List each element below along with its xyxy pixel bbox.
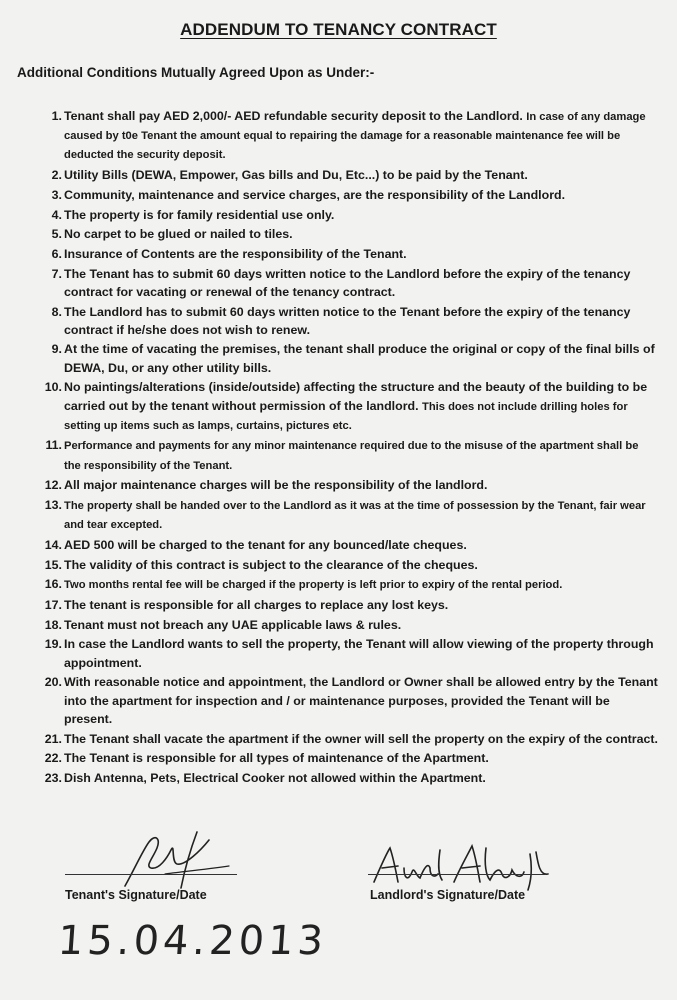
condition-item [51, 186, 658, 204]
condition-number: 10. [44, 380, 62, 395]
intro-text: Additional Conditions Mutually Agreed Upon as Under:- [17, 65, 375, 80]
condition-text: AED 500 will be charged to the tenant for any bounced/late cheques. [64, 537, 467, 552]
condition-item [44, 596, 658, 614]
condition-number: 20. [44, 675, 62, 690]
condition-number: 3. [51, 187, 62, 202]
condition-number: 21. [44, 731, 62, 746]
landlord-signature-label: Landlord's Signature/Date [370, 888, 526, 902]
condition-text: The Tenant shall vacate the apartment if the owner will sell the property on the expiry of the contract. [64, 731, 658, 746]
condition-item [51, 225, 658, 243]
condition-text: Utility Bills (DEWA, Empower, Gas bills and Du, Etc...) to be paid by the Tenant. [64, 168, 528, 183]
condition-number: 6. [51, 246, 62, 261]
document-title [0, 20, 677, 40]
condition-item [44, 556, 658, 574]
condition-number: 17. [44, 598, 62, 613]
condition-text: Performance and payments for any minor maintenance required due to the misuse of the apartment shall be the responsibility of the Tenant. [64, 440, 639, 472]
condition-number: 12. [44, 478, 62, 493]
condition-item [51, 245, 658, 263]
condition-number: 1. [51, 109, 62, 123]
condition-item [44, 496, 658, 534]
condition-item [44, 476, 658, 494]
condition-number: 9. [51, 342, 62, 357]
condition-text: No carpet to be glued or nailed to tiles. [64, 227, 293, 242]
condition-number: 19. [44, 637, 62, 652]
condition-text: Two months rental fee will be charged if the property is left prior to expiry of the rental period. [64, 579, 563, 592]
condition-number: 13. [44, 498, 62, 513]
condition-item [44, 378, 658, 435]
condition-text: The Landlord has to submit 60 days written notice to the Tenant before the expiry of the tenancy contract if he/she does not wish to renew. [64, 304, 631, 337]
condition-number: 22. [44, 751, 62, 766]
condition-item [45, 436, 658, 474]
tenant-signature-line [65, 874, 237, 875]
landlord-signature-line [368, 874, 546, 875]
condition-number: 16. [44, 577, 62, 592]
condition-text: Tenant must not breach any UAE applicable laws & rules. [64, 617, 402, 632]
condition-item [44, 536, 658, 554]
condition-item [51, 107, 658, 165]
condition-text: Tenant shall pay AED 2,000/- AED refundable security deposit to the Landlord. [64, 109, 527, 123]
condition-text: In case of any damage caused by t0e Tenant the amount equal to repairing the damage for a reasonable maintenance fee will be deducted the security deposit. [64, 111, 646, 162]
condition-text: Dish Antenna, Pets, Electrical Cooker not allowed within the Apartment. [64, 770, 486, 785]
condition-text: At the time of vacating the premises, the tenant shall produce the original or copy of the final bills of DEWA, Du, or any other utility bills. [64, 342, 655, 375]
condition-text: The validity of this contract is subject to the clearance of the cheques. [64, 557, 478, 572]
condition-number: 18. [44, 617, 62, 632]
condition-text: With reasonable notice and appointment, the Landlord or Owner shall be allowed entry by the Tenant into the apartment for inspection and / or maintenance purposes, provided the Tenant will be present. [64, 675, 658, 726]
condition-item [44, 575, 658, 594]
condition-number: 14. [44, 537, 62, 552]
condition-item [51, 340, 658, 376]
condition-text: In case the Landlord wants to sell the property, the Tenant will allow viewing of the property through appointment. [64, 637, 654, 670]
condition-text: Insurance of Contents are the responsibility of the Tenant. [64, 246, 407, 261]
condition-number: 5. [51, 227, 62, 242]
document-title-text: ADDENDUM TO TENANCY CONTRACT [180, 20, 497, 39]
condition-text: No paintings/alterations (inside/outside) affecting the structure and the beauty of the building to be carried out by the tenant without permission of the landlord. [64, 380, 648, 413]
conditions-list [44, 107, 658, 789]
condition-item [44, 749, 658, 767]
condition-text: The Tenant is responsible for all types of maintenance of the Apartment. [64, 751, 489, 766]
condition-number: 11. [45, 438, 62, 453]
condition-number: 8. [51, 304, 62, 319]
condition-number: 15. [44, 557, 62, 572]
condition-text: This does not include drilling holes for setting up items such as lamps, curtains, pictures etc. [64, 400, 628, 432]
condition-item [44, 635, 658, 671]
condition-text: Community, maintenance and service charges, are the responsibility of the Landlord. [64, 187, 566, 202]
condition-text: The Tenant has to submit 60 days written notice to the Landlord before the expiry of the tenancy contract for vacating or renewal of the tenancy contract. [64, 266, 631, 299]
condition-item [44, 730, 658, 748]
condition-text: The property is for family residential use only. [64, 207, 335, 222]
condition-item [51, 265, 658, 301]
condition-item [44, 673, 658, 728]
condition-item [44, 769, 658, 787]
condition-item [51, 166, 658, 184]
condition-text: The property shall be handed over to the Landlord as it was at the time of possession by the Tenant, fair wear and tear excepted. [64, 500, 646, 532]
handwritten-date: 15.04.2013 [56, 918, 329, 964]
condition-number: 2. [51, 168, 62, 183]
condition-number: 4. [51, 207, 62, 222]
condition-item [51, 303, 658, 339]
condition-number: 23. [44, 770, 62, 785]
condition-item [44, 616, 658, 634]
condition-text: The tenant is responsible for all charges to replace any lost keys. [64, 598, 449, 613]
condition-number: 7. [51, 266, 62, 281]
condition-text: All major maintenance charges will be the responsibility of the landlord. [64, 478, 488, 493]
tenant-signature-label: Tenant's Signature/Date [65, 888, 207, 902]
condition-item [51, 206, 658, 224]
